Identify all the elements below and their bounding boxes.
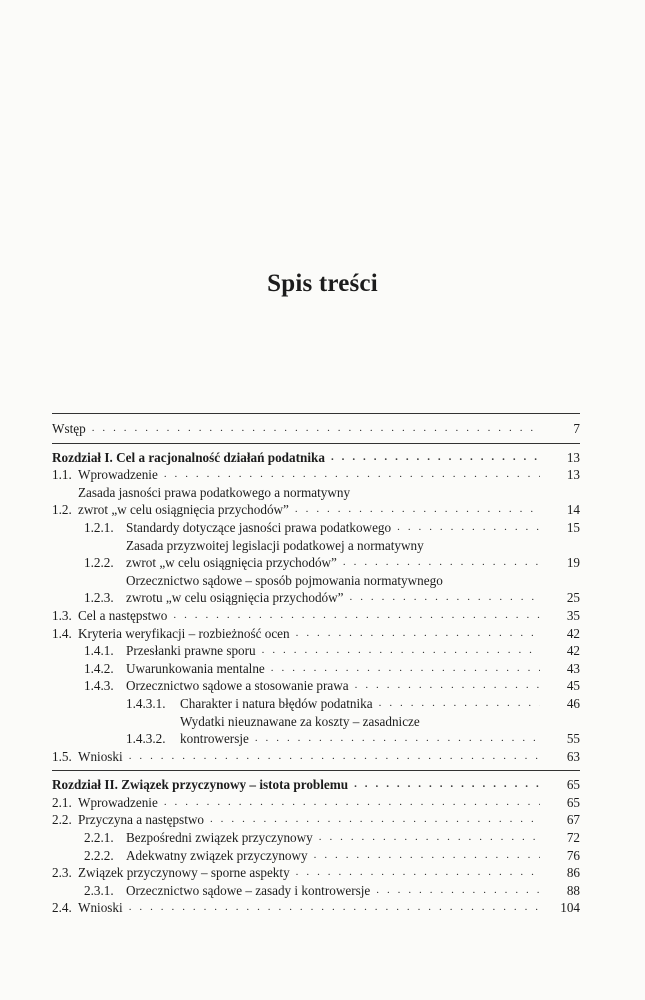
toc-entry-title bbox=[126, 572, 544, 607]
toc-entry-title bbox=[126, 829, 544, 847]
toc-entry-number: 2.2.2. bbox=[84, 847, 114, 863]
toc-entry bbox=[52, 443, 580, 467]
toc-entry-page: 13 bbox=[566, 467, 580, 483]
toc-entry-title bbox=[126, 519, 544, 537]
toc-entry bbox=[52, 864, 580, 882]
toc-entry-title bbox=[126, 660, 544, 678]
toc-entry-title bbox=[78, 864, 544, 882]
toc-entry-page: 15 bbox=[566, 519, 580, 535]
toc-entry-title-line: Związek przyczynowy – sporne aspekty bbox=[78, 865, 290, 881]
toc-entry-page: 55 bbox=[566, 731, 580, 747]
toc-entry-number: 2.3.1. bbox=[84, 882, 114, 898]
toc-entry bbox=[52, 537, 580, 572]
toc-entry bbox=[52, 625, 580, 643]
toc-entry-page: 72 bbox=[566, 830, 580, 846]
toc-entry-number: 1.2.1. bbox=[84, 519, 114, 535]
toc-entry-number: 1.4. bbox=[52, 625, 72, 641]
dot-leader bbox=[296, 625, 540, 643]
toc-entry-title-line: Orzecznictwo sądowe – zasady i kontrowersje bbox=[126, 882, 371, 898]
toc-entry bbox=[52, 519, 580, 537]
dot-leader bbox=[129, 899, 540, 917]
toc-entry-page: 67 bbox=[566, 812, 580, 828]
dot-leader bbox=[255, 730, 540, 748]
dot-leader bbox=[314, 847, 540, 865]
toc-entry bbox=[52, 660, 580, 678]
dot-leader bbox=[376, 882, 540, 900]
dot-leader bbox=[271, 660, 540, 678]
toc-entry bbox=[52, 642, 580, 660]
toc-entry-page: 7 bbox=[573, 421, 580, 436]
toc-entry-page: 76 bbox=[566, 847, 580, 863]
toc-entry-title-line: Wnioski bbox=[78, 900, 123, 916]
toc-entry-number: 2.2.1. bbox=[84, 830, 114, 846]
toc-entry-title bbox=[126, 642, 544, 660]
toc-entry-page: 14 bbox=[566, 502, 580, 518]
dot-leader bbox=[164, 794, 540, 812]
dot-leader bbox=[164, 466, 540, 484]
toc-entry-title-line: Zasada jasności prawa podatkowego a normatywny bbox=[78, 484, 351, 500]
toc-entry-title-line: Bezpośredni związek przyczynowy bbox=[126, 830, 313, 846]
dot-leader bbox=[210, 811, 540, 829]
page-title: Spis treści bbox=[267, 270, 378, 297]
toc-entry-title bbox=[126, 882, 544, 900]
dot-leader bbox=[397, 519, 540, 537]
toc-entry-title-line: kontrowersje bbox=[180, 731, 249, 747]
toc-entry bbox=[52, 466, 580, 484]
toc-entry-page: 88 bbox=[566, 882, 580, 898]
toc-entry-title bbox=[180, 713, 544, 748]
dot-leader bbox=[262, 642, 540, 660]
toc-entry bbox=[52, 713, 580, 748]
toc-entry-title-line: Charakter i natura błędów podatnika bbox=[180, 695, 373, 711]
toc-entry-page: 19 bbox=[566, 555, 580, 571]
toc-entry-title bbox=[78, 466, 544, 484]
toc-entry-title-line: Kryteria weryfikacji – rozbieżność ocen bbox=[78, 625, 290, 641]
dot-leader bbox=[92, 420, 540, 438]
toc-entry bbox=[52, 607, 580, 625]
toc-entry-title-line: Uwarunkowania mentalne bbox=[126, 660, 265, 676]
toc-entry-title-line: Wprowadzenie bbox=[78, 794, 158, 810]
toc-entry-page: 42 bbox=[566, 643, 580, 659]
toc-entry-title-line: Przyczyna a następstwo bbox=[78, 812, 204, 828]
toc-entry-number: 1.3. bbox=[52, 607, 72, 623]
toc-entry-page: 86 bbox=[566, 865, 580, 881]
table-of-contents bbox=[52, 413, 580, 917]
toc-entry-title bbox=[78, 748, 544, 766]
toc-entry-number: 1.4.2. bbox=[84, 660, 114, 676]
toc-entry-number: 1.4.3. bbox=[84, 678, 114, 694]
toc-entry-title bbox=[126, 677, 544, 695]
dot-leader bbox=[350, 589, 540, 607]
dot-leader bbox=[354, 776, 540, 794]
toc-entry-title bbox=[180, 695, 544, 713]
toc-entry-title-line: Standardy dotyczące jasności prawa podatkowego bbox=[126, 519, 392, 535]
dot-leader bbox=[296, 864, 540, 882]
toc-entry-title bbox=[52, 776, 544, 794]
toc-entry-title-line: Orzecznictwo sądowe – sposób pojmowania normatywnego bbox=[126, 572, 443, 588]
toc-entry-page: 46 bbox=[566, 695, 580, 711]
toc-entry-title bbox=[78, 811, 544, 829]
toc-entry-title-line: Cel a następstwo bbox=[78, 607, 168, 623]
toc-entry-title-line: Rozdział I. Cel a racjonalność działań podatnika bbox=[52, 449, 325, 465]
toc-entry-page: 35 bbox=[566, 607, 580, 623]
toc-entry bbox=[52, 413, 580, 438]
toc-entry-page: 13 bbox=[566, 449, 580, 465]
toc-entry-page: 45 bbox=[566, 678, 580, 694]
toc-entry-number: 1.2. bbox=[52, 502, 72, 518]
toc-entry-title bbox=[78, 607, 544, 625]
toc-entry bbox=[52, 899, 580, 917]
toc-entry-number: 2.4. bbox=[52, 900, 72, 916]
toc-entry-number: 2.2. bbox=[52, 812, 72, 828]
toc-entry-title bbox=[126, 847, 544, 865]
toc-entry bbox=[52, 811, 580, 829]
toc-entry-title bbox=[126, 537, 544, 572]
toc-entry-title-line: Rozdział II. Związek przyczynowy – istota problemu bbox=[52, 777, 349, 793]
toc-entry-title-line: zwrotu „w celu osiągnięcia przychodów” bbox=[126, 590, 344, 606]
toc-entry bbox=[52, 695, 580, 713]
toc-entry-title-line: Adekwatny związek przyczynowy bbox=[126, 847, 308, 863]
toc-entry-page: 104 bbox=[560, 900, 580, 916]
toc-entry-title-line: Wstęp bbox=[52, 421, 86, 436]
toc-entry-page: 25 bbox=[566, 590, 580, 606]
toc-entry bbox=[52, 677, 580, 695]
toc-entry-number: 2.1. bbox=[52, 794, 72, 810]
toc-entry bbox=[52, 770, 580, 794]
toc-entry bbox=[52, 484, 580, 519]
dot-leader bbox=[173, 607, 540, 625]
toc-entry-number: 1.4.1. bbox=[84, 643, 114, 659]
toc-entry-number: 2.3. bbox=[52, 865, 72, 881]
toc-entry-page: 65 bbox=[566, 794, 580, 810]
toc-entry-title-line: Wydatki nieuznawane za koszty – zasadnicze bbox=[180, 713, 420, 729]
toc-entry-title bbox=[52, 449, 544, 467]
dot-leader bbox=[129, 748, 540, 766]
toc-entry-title-line: zwrot „w celu osiągnięcia przychodów” bbox=[126, 555, 337, 571]
dot-leader bbox=[319, 829, 540, 847]
toc-entry-title-line: Przesłanki prawne sporu bbox=[126, 643, 256, 659]
toc-entry-title-line: Orzecznictwo sądowe a stosowanie prawa bbox=[126, 678, 349, 694]
toc-entry-page: 42 bbox=[566, 625, 580, 641]
toc-entry-title-line: Zasada przyzwoitej legislacji podatkowej a normatywny bbox=[126, 537, 424, 553]
toc-entry-title-line: Wprowadzenie bbox=[78, 467, 158, 483]
dot-leader bbox=[355, 677, 540, 695]
toc-entry-number: 1.2.2. bbox=[84, 555, 114, 571]
dot-leader bbox=[295, 501, 540, 519]
toc-entry-number: 1.4.3.2. bbox=[126, 731, 166, 747]
toc-entry-title bbox=[78, 794, 544, 812]
toc-entry-title-line: zwrot „w celu osiągnięcia przychodów” bbox=[78, 502, 289, 518]
toc-entry-number: 1.5. bbox=[52, 748, 72, 764]
toc-entry bbox=[52, 748, 580, 766]
toc-entry-number: 1.2.3. bbox=[84, 590, 114, 606]
toc-entry-title-line: Wnioski bbox=[78, 748, 123, 764]
toc-entry-title bbox=[78, 899, 544, 917]
toc-entry-page: 63 bbox=[566, 748, 580, 764]
toc-entry-title bbox=[78, 484, 544, 519]
toc-entry-title bbox=[52, 420, 544, 438]
toc-entry-title bbox=[78, 625, 544, 643]
toc-entry bbox=[52, 882, 580, 900]
toc-entry bbox=[52, 572, 580, 607]
toc-entry-number: 1.1. bbox=[52, 467, 72, 483]
toc-entry bbox=[52, 829, 580, 847]
dot-leader bbox=[343, 554, 540, 572]
toc-entry bbox=[52, 847, 580, 865]
dot-leader bbox=[331, 449, 540, 467]
toc-entry bbox=[52, 794, 580, 812]
toc-entry-page: 43 bbox=[566, 660, 580, 676]
toc-entry-number: 1.4.3.1. bbox=[126, 695, 166, 711]
dot-leader bbox=[379, 695, 540, 713]
toc-entry-page: 65 bbox=[566, 777, 580, 793]
